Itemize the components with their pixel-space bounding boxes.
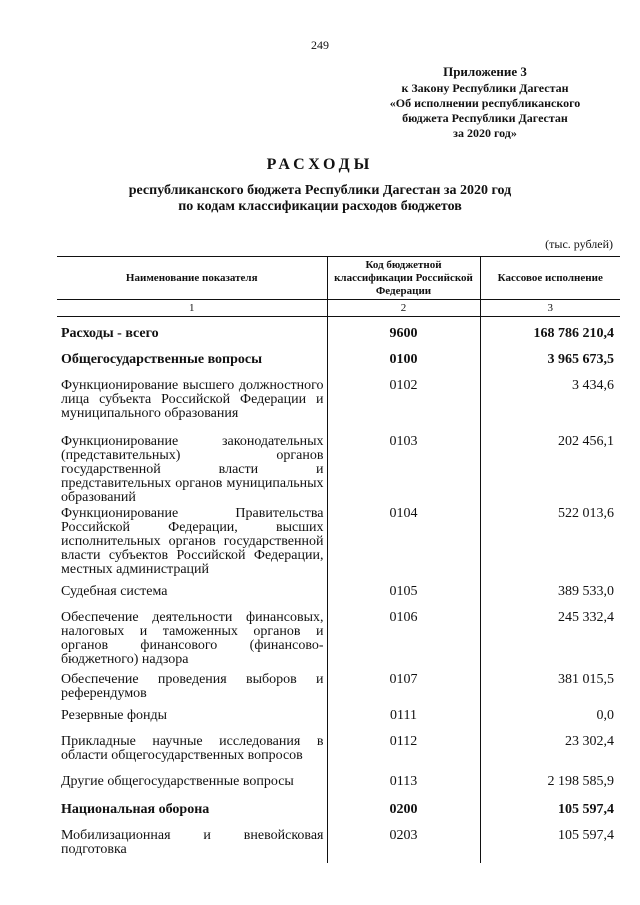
row-name: Резервные фонды: [61, 708, 168, 723]
row-amount: 202 456,1: [480, 433, 620, 505]
row-name: Функционирование высшего должностного лица субъекта Российской Федерации и муниципального образования: [61, 378, 324, 421]
row-code: 0112: [327, 733, 480, 773]
table-row: [57, 707, 620, 733]
row-amount: 2 198 585,9: [480, 773, 620, 799]
header-row: [57, 257, 620, 300]
row-amount: 168 786 210,4: [480, 317, 620, 350]
table-row: [57, 733, 620, 773]
table-row: [57, 349, 620, 377]
row-name: Обеспечение деятельности финансовых, налоговых и таможенных органов и органов финансового (финансово-бюджетного) надзора: [61, 610, 324, 667]
row-name: Национальная оборона: [61, 802, 210, 817]
row-name: Судебная система: [61, 584, 168, 599]
row-code: 9600: [327, 317, 480, 350]
page-number: 249: [311, 38, 329, 52]
appendix-line: «Об исполнении республиканского: [389, 96, 581, 110]
row-name: Прикладные научные исследования в области общегосударственных вопросов: [61, 734, 324, 763]
header-name: Наименование показателя: [57, 257, 327, 300]
appendix-line: за 2020 год»: [453, 126, 517, 140]
table-row: [57, 773, 620, 799]
row-amount: 522 013,6: [480, 505, 620, 583]
document-subtitle: [0, 183, 640, 215]
row-code: 0103: [327, 433, 480, 505]
header-amount: Кассовое исполнение: [480, 257, 620, 300]
row-amount: 389 533,0: [480, 583, 620, 609]
row-name: Обеспечение проведения выборов и референдумов: [61, 672, 324, 701]
table-row: [57, 505, 620, 583]
subtitle-line: республиканского бюджета Республики Дагестан за 2020 год: [128, 183, 512, 198]
row-code: 0100: [327, 349, 480, 377]
row-name: Мобилизационная и вневойсковая подготовка: [61, 828, 324, 857]
column-number: 1: [57, 300, 327, 317]
units-label: (тыс. рублей): [545, 237, 613, 251]
table-row: [57, 317, 620, 350]
row-amount: 105 597,4: [480, 799, 620, 827]
row-amount: 381 015,5: [480, 671, 620, 707]
row-amount: 245 332,4: [480, 609, 620, 671]
row-name: Другие общегосударственные вопросы: [61, 774, 294, 789]
row-code: 0113: [327, 773, 480, 799]
row-amount: 3 434,6: [480, 377, 620, 433]
header-code: Код бюджетной классификации Российской Федерации: [327, 257, 480, 300]
row-amount: 3 965 673,5: [480, 349, 620, 377]
table-row: [57, 583, 620, 609]
row-amount: 0,0: [480, 707, 620, 733]
document-title: РАСХОДЫ: [266, 156, 374, 173]
column-number: 2: [327, 300, 480, 317]
row-code: 0102: [327, 377, 480, 433]
table-row: [57, 609, 620, 671]
column-number: 3: [480, 300, 620, 317]
row-amount: 23 302,4: [480, 733, 620, 773]
row-code: 0106: [327, 609, 480, 671]
row-code: 0200: [327, 799, 480, 827]
row-code: 0105: [327, 583, 480, 609]
column-number-row: [57, 300, 620, 317]
appendix-title: Приложение 3: [443, 64, 527, 79]
row-name: Расходы - всего: [61, 326, 159, 341]
appendix-block: [365, 64, 605, 141]
subtitle-line: по кодам классификации расходов бюджетов: [178, 199, 462, 214]
table-row: [57, 377, 620, 433]
row-code: 0203: [327, 827, 480, 863]
row-amount: 105 597,4: [480, 827, 620, 863]
expenses-table: [57, 256, 620, 863]
appendix-line: к Закону Республики Дагестан: [401, 81, 569, 95]
row-code: 0107: [327, 671, 480, 707]
table-row: [57, 433, 620, 505]
appendix-line: бюджета Республики Дагестан: [402, 111, 568, 125]
table-row: [57, 671, 620, 707]
row-code: 0104: [327, 505, 480, 583]
table-row: [57, 827, 620, 863]
row-name: Общегосударственные вопросы: [61, 352, 263, 367]
table-row: [57, 799, 620, 827]
row-code: 0111: [327, 707, 480, 733]
row-name: Функционирование законодательных (представительных) органов государственной власти и представительных органов муниципальных образований: [61, 434, 324, 505]
row-name: Функционирование Правительства Российской Федерации, высших исполнительных органов государственной власти субъектов Российской Федерации, местных администраций: [61, 506, 324, 577]
